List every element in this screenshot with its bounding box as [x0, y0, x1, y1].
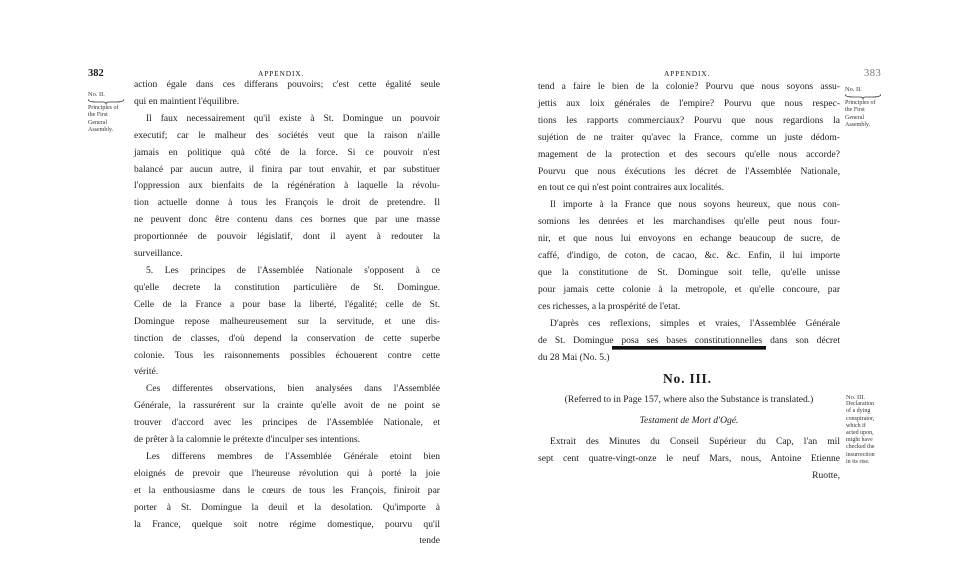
margin-note-line: Principles of [845, 100, 876, 107]
text-line: qui en maintient l'équilibre. [134, 95, 240, 107]
text-line: et la enthousiasme dans le cœurs de tous les François, finiroit par [134, 484, 440, 496]
margin-note-line: acted upon, [846, 430, 874, 437]
page-number-right: 383 [864, 68, 882, 79]
text-line: somions les denrées et les marchandises qu'elle peut nous four- [538, 216, 840, 228]
text-line: tions les rapports commerciaux? Pourvu que nous regardions la [538, 114, 840, 126]
text-line: Il importe à la France que nous soyons heureux, que nous con- [550, 199, 840, 211]
text-line: jettis aux loix générales de l'empire? Pourvu que nous respec- [538, 97, 840, 109]
margin-note-line: insurrection [846, 451, 875, 458]
text-line: ne peuvent donc être contenu dans ces bornes que par une masse [134, 214, 440, 226]
running-head-left: APPENDIX. [258, 69, 305, 78]
paragraph [538, 197, 840, 315]
text-line: Les differens membres de l'Assemblée Générale etoint bien [146, 450, 440, 462]
margin-note-line: Declaration [846, 401, 874, 408]
text-line: de St. Domingue posa ses bases constitutionnelles dans son décret [538, 334, 840, 346]
text-line: proportionnée de pouvoir législatif, dont il ayent à redouter la [134, 231, 440, 243]
text-line: D'après ces reflexions, simples et vraies, l'Assemblée Générale [550, 317, 840, 329]
text-line: Pourvu que nous éxécutions les décret de l'Assemblée Nationale, [538, 165, 840, 177]
text-line: que la constitutione de St. Domingue soit telle, qu'elle unisse [538, 266, 840, 278]
text-line: tinction de classes, d'où depend la conservation de cette superbe [134, 332, 440, 344]
text-line: 5. Les principes de l'Assemblée Nationale s'opposent à ce [146, 264, 440, 276]
text-line: eloignés de prevoir que l'heureuse révolution qui à porté la joie [134, 467, 440, 479]
text-line: nir, et que nous lui envoyons en echange beaucoup de sucre, de [538, 233, 840, 245]
text-line: executif; car le malheur des sociétés veut que la raison n'aille [134, 129, 440, 141]
text-line: Extrait des Minutes du Conseil Supérieur du Cap, l'an mil [550, 435, 840, 447]
text-line: balancé par aucun autre, il finira par tout envahir, et par substituer [134, 163, 440, 175]
margin-note-line: the First [845, 107, 865, 114]
text-line: du 28 Mai (No. 5.) [538, 351, 610, 363]
subtitle: Testament de Mort d'Ogé. [639, 414, 739, 426]
paragraph [134, 111, 440, 263]
reference-line: (Referred to in Page 157, where also the Substance is translated.) [564, 394, 814, 405]
text-line: porter à St. Domingue la deuil et la desolation. Qu'importe à [134, 501, 440, 513]
margin-note-line: General [845, 114, 864, 121]
running-head-right: APPENDIX. [664, 69, 711, 78]
margin-note-label: No. II. [845, 86, 862, 93]
right-body-text [538, 79, 840, 366]
page-number-left: 382 [88, 68, 104, 79]
text-line: caffé, d'indigo, de coton, de cacao, &c. &c. Enfin, il lui importe [538, 250, 840, 262]
text-line: Domingue repose malheureusement sur la servitude, et une dis- [134, 315, 440, 327]
text-line: la France, quelque soit notre régime domestique, pourvu qu'il [134, 518, 440, 530]
margin-note-line: in its rise. [846, 458, 870, 465]
text-line: de prêter à la calomnie le prétexte d'inculper ses intentions. [134, 434, 360, 446]
text-line: Il faux necessairement qu'il existe à St. Domingue un pouvoir [146, 112, 440, 124]
text-line: vérité. [134, 366, 159, 378]
right-page [490, 0, 980, 566]
margin-note-line: might have [846, 437, 873, 444]
text-line: Ruotte, [812, 469, 840, 481]
paragraph [134, 381, 440, 449]
margin-note-label: No. II. [88, 91, 105, 98]
text-line: surveillance. [134, 248, 183, 260]
text-line: pour jamais cette colonie à la metropole, et qu'elle concoure, par [538, 283, 840, 295]
margin-note-label: No. III. [846, 394, 865, 401]
margin-note-line: of a dying [846, 408, 871, 415]
margin-note-line: conspirator, [846, 415, 875, 422]
text-line: jamais en politique quà côté de la force. Si ce pouvoir n'est [134, 146, 440, 158]
margin-note-line: General [88, 119, 107, 126]
text-line: tion actuelle donne à tous les François le droit de pretendre. Il [134, 197, 440, 209]
text-line: en tout ce qui n'est point contraires aux localités. [538, 182, 724, 194]
margin-note-line: which if [846, 422, 866, 429]
text-line: trouver d'accord avec les principes de l'Assemblée Nationale, et [134, 417, 440, 429]
margin-note-right-bottom [846, 394, 875, 466]
margin-note-right-top [845, 86, 881, 129]
brace-icon [845, 94, 881, 99]
left-body-text [134, 77, 440, 550]
catchword: tende [419, 535, 440, 547]
text-line: Générale, la rassurérent sur la crainte qu'elle avoit de ne point se [134, 400, 440, 412]
text-line: sujétion de ne traiter qu'avec la France, comme un juste dédom- [538, 131, 840, 143]
section-rule [612, 346, 766, 350]
margin-note-left [88, 91, 124, 134]
margin-note-line: checked the [846, 444, 875, 451]
paragraph [134, 449, 440, 534]
right-body-lower [538, 392, 840, 485]
brace-icon [88, 99, 124, 104]
text-line: qu'elle decrete la constitution particulière de St. Domingue. [134, 281, 440, 293]
margin-note-line: the First [88, 112, 108, 119]
paragraph [538, 316, 840, 367]
text-line: Ces differentes observations, bien analysées dans l'Assemblée [146, 383, 440, 395]
text-line: sept cent quatre-vingt-onze le neuf Mars, nous, Antoine Etienne [538, 452, 840, 464]
paragraph [538, 79, 840, 197]
text-line: magement de la protection et des secours qu'elle nous accorde? [538, 148, 840, 160]
margin-note-line: Assembly. [88, 126, 114, 133]
text-line: l'oppression aux bienfaits de la régénération à laquelle la révolu- [134, 180, 440, 192]
text-line: ces richesses, a la prospérité de l'etat. [538, 300, 681, 312]
text-line: action égale dans ces differans pouvoirs; c'est cette égalité seule [134, 79, 440, 90]
margin-note-line: Principles of [88, 105, 119, 112]
text-line: colonie. Tous les raisonnements possibles échouerent contre cette [134, 349, 440, 361]
section-heading: No. III. [663, 371, 712, 386]
paragraph [134, 263, 440, 381]
text-line: Celle de la France a pour base la liberté, l'égalité; celle de St. [134, 298, 440, 310]
margin-note-line: Assembly. [845, 121, 871, 128]
paragraph [134, 77, 440, 111]
text-line: tend a faire le bien de la colonie? Pourvu que nous soyons assu- [538, 81, 840, 92]
